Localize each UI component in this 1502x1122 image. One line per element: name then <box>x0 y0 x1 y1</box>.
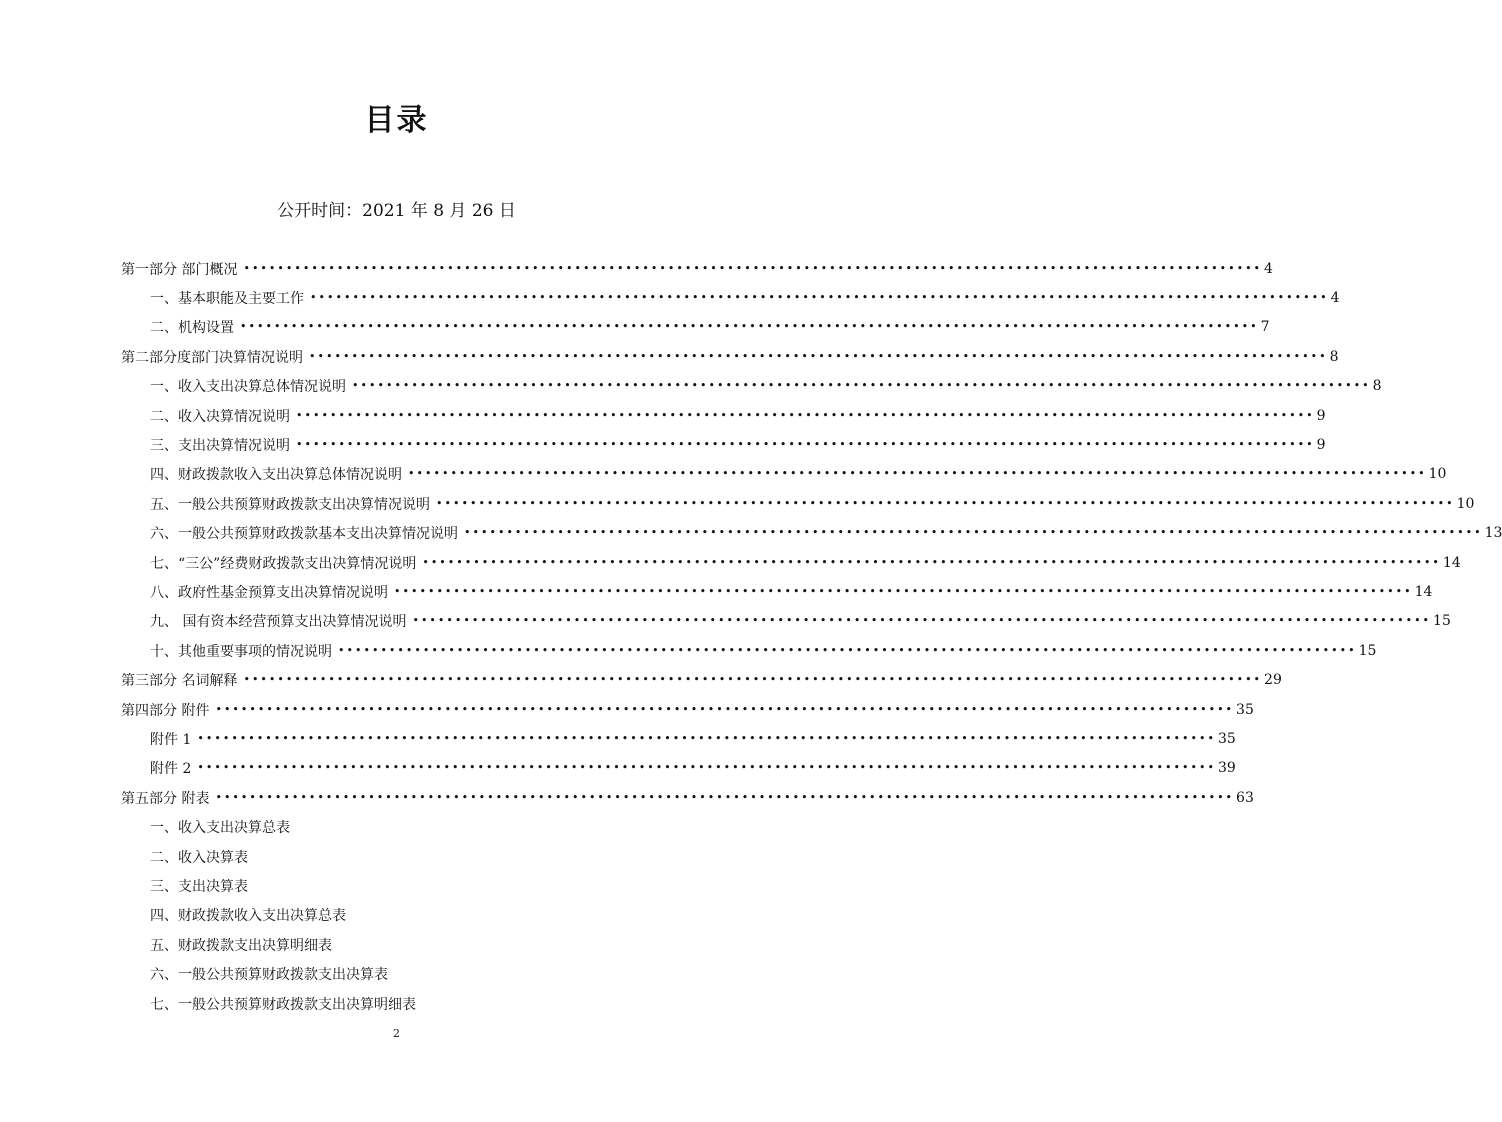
toc-entry-label: 三、支出决算表 <box>150 878 248 895</box>
toc-entry-page: 29 <box>1264 672 1282 689</box>
toc-entry-page: 13 <box>1484 525 1502 542</box>
toc-entry-page: 15 <box>1358 642 1377 659</box>
toc-entry[interactable] <box>121 254 1273 283</box>
toc-entry-label: 八、政府性基金预算支出决算情况说明 <box>150 584 388 601</box>
toc-entry-label: 二、收入决算表 <box>150 849 248 866</box>
toc-entry[interactable] <box>150 548 1461 577</box>
toc-entry-label: 六、一般公共预算财政拨款支出决算表 <box>150 967 388 984</box>
toc-entry-label: 第二部分度部门决算情况说明 <box>121 349 303 366</box>
toc-dot-leader: •••••••••••••••••••••••••••••••••••••••••••••••••••••••••••••••••••••••••••••••••••••••••••••••••••••••••••••••••••••••• <box>240 320 1259 334</box>
toc-entry-label: 一、收入支出决算总体情况说明 <box>150 379 346 396</box>
toc-entry[interactable] <box>150 283 1340 312</box>
toc-entry[interactable] <box>150 901 346 930</box>
toc-entry[interactable] <box>150 754 1236 783</box>
document-title: 目录 <box>364 103 429 138</box>
toc-entry-label: 二、机构设置 <box>150 320 234 337</box>
toc-dot-leader: •••••••••••••••••••••••••••••••••••••••••••••••••••••••••••••••••••••••••••••••••••••••••••••••••••••••••••••••••••••••• <box>408 467 1427 481</box>
toc-dot-leader: •••••••••••••••••••••••••••••••••••••••••••••••••••••••••••••••••••••••••••••••••••••••••••••••••••••••••••••••••••••••• <box>197 731 1216 745</box>
toc-dot-leader: •••••••••••••••••••••••••••••••••••••••••••••••••••••••••••••••••••••••••••••••••••••••••••••••••••••••••••••••••••••••• <box>436 496 1455 510</box>
toc-entry[interactable] <box>150 813 290 842</box>
toc-dot-leader: •••••••••••••••••••••••••••••••••••••••••••••••••••••••••••••••••••••••••••••••••••••••••••••••••••••••••••••••••••••••• <box>215 790 1235 804</box>
toc-entry-page: 14 <box>1442 554 1461 571</box>
toc-entry[interactable] <box>150 960 388 989</box>
toc-entry[interactable] <box>150 930 332 959</box>
toc-entry-label: 二、收入决算情况说明 <box>150 408 290 425</box>
toc-entry[interactable] <box>121 695 1254 724</box>
toc-entry[interactable] <box>150 372 1382 401</box>
toc-entry[interactable] <box>150 607 1451 636</box>
toc-entry[interactable] <box>150 401 1326 430</box>
toc-entry-label: 七、一般公共预算财政拨款支出决算明细表 <box>150 996 416 1013</box>
toc-dot-leader: •••••••••••••••••••••••••••••••••••••••••••••••••••••••••••••••••••••••••••••••••••••••••••••••••••••••••••••••••••••••• <box>412 614 1432 628</box>
toc-entry-page: 4 <box>1264 260 1273 277</box>
toc-entry[interactable] <box>121 783 1254 812</box>
toc-entry[interactable] <box>150 842 248 871</box>
toc-entry-page: 10 <box>1428 466 1447 483</box>
toc-entry-label: 附件 1 <box>150 731 192 748</box>
toc-dot-leader: •••••••••••••••••••••••••••••••••••••••••••••••••••••••••••••••••••••••••••••••••••••••••••••••••••••••••••••••••••••••• <box>215 702 1235 716</box>
toc-entry-label: 四、财政拨款收入支出决算总体情况说明 <box>150 467 402 484</box>
toc-entry-page: 63 <box>1236 789 1254 806</box>
toc-entry-page: 8 <box>1329 348 1339 365</box>
toc-entry[interactable] <box>150 460 1447 489</box>
toc-entry-page: 9 <box>1316 436 1326 453</box>
toc-dot-leader: •••••••••••••••••••••••••••••••••••••••••••••••••••••••••••••••••••••••••••••••••••••••••••••••••••••••••••••••••••••••• <box>464 526 1483 540</box>
toc-entry[interactable] <box>150 430 1326 459</box>
toc-entry-label: 五、一般公共预算财政拨款支出决算情况说明 <box>150 496 430 513</box>
toc-entry-page: 4 <box>1330 289 1340 306</box>
toc-entry-label: 六、一般公共预算财政拨款基本支出决算情况说明 <box>150 526 458 543</box>
toc-dot-leader: •••••••••••••••••••••••••••••••••••••••••••••••••••••••••••••••••••••••••••••••••••••••••••••••••••••••••••••••••••••••• <box>309 349 1328 363</box>
toc-entry-page: 7 <box>1260 319 1270 336</box>
toc-entry[interactable] <box>121 342 1339 371</box>
toc-entry[interactable] <box>150 519 1502 548</box>
toc-entry-page: 8 <box>1372 378 1382 395</box>
toc-entry-label: 第一部分 部门概况 <box>121 261 238 278</box>
toc-entry-page: 14 <box>1414 583 1433 600</box>
toc-entry-page: 10 <box>1456 495 1475 512</box>
toc-entry-label: 第五部分 附表 <box>121 790 210 807</box>
toc-entry-label: 四、财政拨款收入支出决算总表 <box>150 908 346 925</box>
toc-entry-page: 35 <box>1217 730 1236 747</box>
toc-entry[interactable] <box>121 666 1282 695</box>
toc-entry[interactable] <box>150 871 248 900</box>
toc-entry-label: 十、其他重要事项的情况说明 <box>150 643 332 660</box>
toc-entry-label: 第四部分 附件 <box>121 702 210 719</box>
toc-entry-label: 七、“三公”经费财政拨款支出决算情况说明 <box>150 555 417 572</box>
toc-entry-label: 三、支出决算情况说明 <box>150 437 290 454</box>
toc-entry-page: 35 <box>1236 701 1254 718</box>
toc-dot-leader: •••••••••••••••••••••••••••••••••••••••••••••••••••••••••••••••••••••••••••••••••••••••••••••••••••••••••••••••••••••••• <box>197 761 1216 775</box>
toc-entry-page: 39 <box>1217 760 1236 777</box>
toc-entry-label: 一、基本职能及主要工作 <box>150 290 304 307</box>
toc-dot-leader: •••••••••••••••••••••••••••••••••••••••••••••••••••••••••••••••••••••••••••••••••••••••••••••••••••••••••••••••••••••••• <box>296 408 1315 422</box>
toc-entry-page: 15 <box>1433 613 1451 630</box>
publish-date: 公开时间：2021 年 8 月 26 日 <box>277 201 516 221</box>
toc-entry[interactable] <box>150 489 1475 518</box>
toc-dot-leader: •••••••••••••••••••••••••••••••••••••••••••••••••••••••••••••••••••••••••••••••••••••••••••••••••••••••••••••••••••••••• <box>310 290 1329 304</box>
toc-entry[interactable] <box>150 724 1236 753</box>
toc-entry[interactable] <box>150 577 1433 606</box>
toc-entry-label: 第三部分 名词解释 <box>121 673 238 690</box>
toc-dot-leader: •••••••••••••••••••••••••••••••••••••••••••••••••••••••••••••••••••••••••••••••••••••••••••••••••••••••••••••••••••••••• <box>296 437 1315 451</box>
toc-entry-label: 一、收入支出决算总表 <box>150 820 290 837</box>
toc-dot-leader: •••••••••••••••••••••••••••••••••••••••••••••••••••••••••••••••••••••••••••••••••••••••••••••••••••••••••••••••••••••••• <box>394 584 1413 598</box>
toc-entry[interactable] <box>150 313 1270 342</box>
toc-entry-label: 附件 2 <box>150 761 192 778</box>
toc-dot-leader: •••••••••••••••••••••••••••••••••••••••••••••••••••••••••••••••••••••••••••••••••••••••••••••••••••••••••••••••••••••••• <box>243 261 1263 275</box>
toc-entry[interactable] <box>150 636 1377 665</box>
toc-entry-label: 五、财政拨款支出决算明细表 <box>150 937 332 954</box>
toc-dot-leader: •••••••••••••••••••••••••••••••••••••••••••••••••••••••••••••••••••••••••••••••••••••••••••••••••••••••••••••••••••••••• <box>422 555 1441 569</box>
toc-dot-leader: •••••••••••••••••••••••••••••••••••••••••••••••••••••••••••••••••••••••••••••••••••••••••••••••••••••••••••••••••••••••• <box>338 643 1357 657</box>
toc-dot-leader: •••••••••••••••••••••••••••••••••••••••••••••••••••••••••••••••••••••••••••••••••••••••••••••••••••••••••••••••••••••••• <box>352 379 1371 393</box>
toc-entry-label: 九、 国有资本经营预算支出决算情况说明 <box>150 614 407 631</box>
page-number: 2 <box>393 1027 400 1040</box>
toc-entry[interactable] <box>150 989 416 1018</box>
toc-entry-page: 9 <box>1316 407 1326 424</box>
toc-dot-leader: •••••••••••••••••••••••••••••••••••••••••••••••••••••••••••••••••••••••••••••••••••••••••••••••••••••••••••••••••••••••• <box>243 673 1263 687</box>
